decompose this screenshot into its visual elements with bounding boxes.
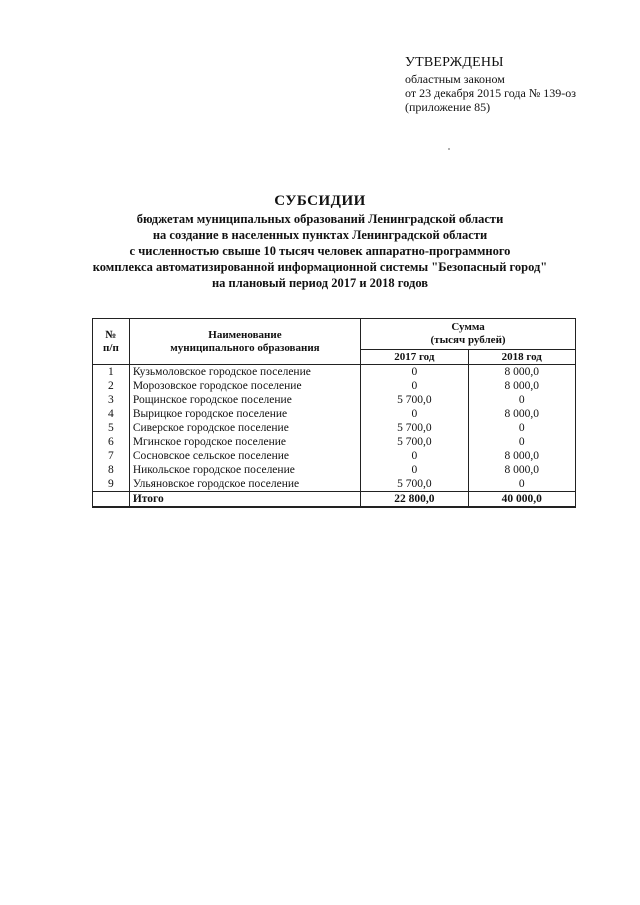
header-year-2018: 2018 год bbox=[468, 350, 575, 365]
row-number: 2 bbox=[93, 379, 130, 393]
row-municipality: Сосновское сельское поселение bbox=[129, 449, 360, 463]
row-municipality: Вырицкое городское поселение bbox=[129, 407, 360, 421]
approval-appendix-line: (приложение 85) bbox=[405, 100, 491, 114]
total-label: Итого bbox=[129, 492, 360, 508]
row-number: 5 bbox=[93, 421, 130, 435]
table-row bbox=[93, 463, 576, 477]
title-line: бюджетам муниципальных образований Ленинградской области bbox=[136, 212, 504, 226]
row-value-2017: 0 bbox=[361, 463, 468, 477]
row-value-2017: 5 700,0 bbox=[361, 435, 468, 449]
row-municipality: Никольское городское поселение bbox=[129, 463, 360, 477]
row-number: 7 bbox=[93, 449, 130, 463]
table-row bbox=[93, 407, 576, 421]
row-value-2017: 5 700,0 bbox=[361, 477, 468, 492]
row-value-2018: 0 bbox=[468, 393, 575, 407]
table-row bbox=[93, 435, 576, 449]
scan-speck bbox=[448, 148, 450, 150]
row-municipality: Кузьмоловское городское поселение bbox=[129, 365, 360, 380]
row-number: 6 bbox=[93, 435, 130, 449]
row-value-2018: 8 000,0 bbox=[468, 463, 575, 477]
row-number: 9 bbox=[93, 477, 130, 492]
row-number: 3 bbox=[93, 393, 130, 407]
row-value-2018: 0 bbox=[468, 477, 575, 492]
title-line: на плановый период 2017 и 2018 годов bbox=[211, 276, 429, 290]
table-row bbox=[93, 393, 576, 407]
total-row bbox=[93, 492, 576, 508]
title-line: на создание в населенных пунктах Ленинградской области bbox=[152, 228, 488, 242]
row-value-2018: 8 000,0 bbox=[468, 449, 575, 463]
table-row bbox=[93, 421, 576, 435]
row-value-2018: 8 000,0 bbox=[468, 407, 575, 421]
row-municipality: Рощинское городское поселение bbox=[129, 393, 360, 407]
row-value-2017: 5 700,0 bbox=[361, 421, 468, 435]
header-sum: Сумма (тысяч рублей) bbox=[361, 319, 576, 350]
document-title bbox=[40, 192, 600, 291]
row-municipality: Мгинское городское поселение bbox=[129, 435, 360, 449]
title-line: с численностью свыше 10 тысяч человек аппаратно-программного bbox=[129, 244, 511, 258]
row-municipality: Морозовское городское поселение bbox=[129, 379, 360, 393]
row-municipality: Сиверское городское поселение bbox=[129, 421, 360, 435]
approval-law-line: областным законом bbox=[405, 72, 505, 86]
header-year-2017: 2017 год bbox=[361, 350, 468, 365]
row-number: 1 bbox=[93, 365, 130, 380]
approval-date-line: от 23 декабря 2015 года № 139-оз bbox=[405, 86, 577, 100]
total-number-cell bbox=[93, 492, 130, 508]
row-value-2018: 0 bbox=[468, 421, 575, 435]
title-line: комплекса автоматизированной информационной системы "Безопасный город" bbox=[92, 260, 548, 274]
total-value-2018: 40 000,0 bbox=[468, 492, 575, 508]
row-value-2017: 5 700,0 bbox=[361, 393, 468, 407]
row-value-2017: 0 bbox=[361, 449, 468, 463]
row-value-2018: 8 000,0 bbox=[468, 379, 575, 393]
table-row bbox=[93, 365, 576, 380]
table-row bbox=[93, 379, 576, 393]
row-value-2018: 0 bbox=[468, 435, 575, 449]
row-municipality: Ульяновское городское поселение bbox=[129, 477, 360, 492]
header-number: № п/п bbox=[93, 319, 130, 365]
subsidies-table bbox=[92, 318, 576, 508]
approved-heading: УТВЕРЖДЕНЫ bbox=[405, 55, 504, 70]
row-value-2017: 0 bbox=[361, 407, 468, 421]
approval-stamp bbox=[405, 56, 630, 114]
header-name: Наименование муниципального образования bbox=[129, 319, 360, 365]
row-number: 8 bbox=[93, 463, 130, 477]
row-value-2018: 8 000,0 bbox=[468, 365, 575, 380]
title-main: СУБСИДИИ bbox=[274, 193, 366, 209]
row-number: 4 bbox=[93, 407, 130, 421]
row-value-2017: 0 bbox=[361, 365, 468, 380]
table-row bbox=[93, 449, 576, 463]
total-value-2017: 22 800,0 bbox=[361, 492, 468, 508]
row-value-2017: 0 bbox=[361, 379, 468, 393]
table-row bbox=[93, 477, 576, 492]
